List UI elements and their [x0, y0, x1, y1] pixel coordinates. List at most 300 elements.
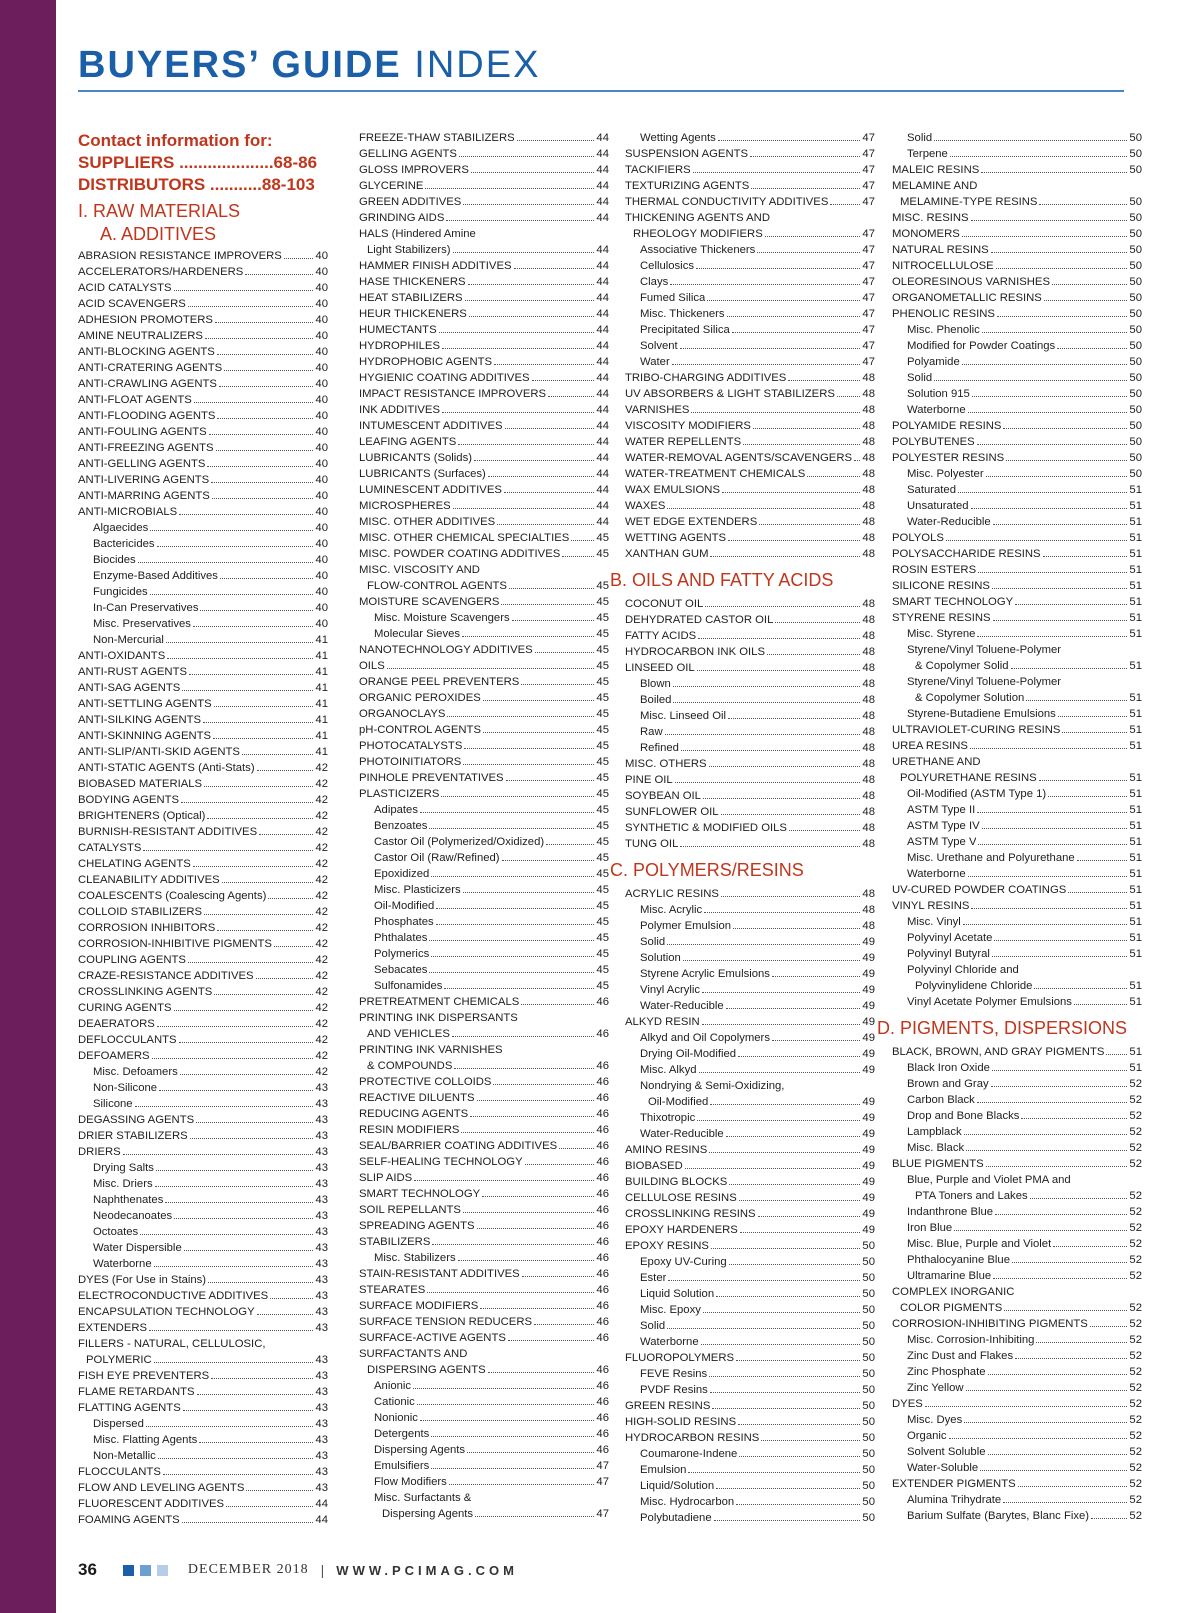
index-entry[interactable]	[359, 258, 609, 274]
index-entry[interactable]	[892, 1156, 1142, 1172]
index-entry[interactable]	[892, 1492, 1142, 1508]
index-entry[interactable]	[78, 1080, 328, 1096]
index-entry[interactable]	[625, 498, 875, 514]
index-entry[interactable]	[625, 1414, 875, 1430]
index-entry[interactable]	[625, 1030, 875, 1046]
index-entry[interactable]	[359, 786, 609, 802]
index-entry[interactable]	[359, 1378, 609, 1394]
index-entry[interactable]	[892, 1380, 1142, 1396]
index-entry[interactable]	[78, 488, 328, 504]
index-entry[interactable]	[359, 1010, 609, 1026]
index-entry[interactable]	[625, 290, 875, 306]
index-entry[interactable]	[359, 642, 609, 658]
index-entry[interactable]	[625, 242, 875, 258]
index-entry[interactable]	[625, 692, 875, 708]
index-entry[interactable]	[625, 1222, 875, 1238]
index-entry[interactable]	[625, 354, 875, 370]
index-entry[interactable]	[892, 450, 1142, 466]
index-entry[interactable]	[625, 788, 875, 804]
index-entry[interactable]	[892, 1060, 1142, 1076]
index-entry[interactable]	[892, 786, 1142, 802]
index-entry[interactable]	[625, 628, 875, 644]
index-entry[interactable]	[78, 840, 328, 856]
index-entry[interactable]	[625, 1094, 875, 1110]
index-entry[interactable]	[78, 1096, 328, 1112]
index-entry[interactable]	[78, 952, 328, 968]
index-entry[interactable]	[359, 1266, 609, 1282]
index-entry[interactable]	[78, 776, 328, 792]
index-entry[interactable]	[625, 1350, 875, 1366]
index-entry[interactable]	[625, 724, 875, 740]
index-entry[interactable]	[78, 680, 328, 696]
index-entry[interactable]	[359, 178, 609, 194]
index-entry[interactable]	[359, 1410, 609, 1426]
index-entry[interactable]	[892, 514, 1142, 530]
index-entry[interactable]	[892, 1140, 1142, 1156]
index-entry[interactable]	[359, 978, 609, 994]
index-entry[interactable]	[625, 676, 875, 692]
index-entry[interactable]	[625, 836, 875, 852]
index-entry[interactable]	[78, 248, 328, 264]
index-entry[interactable]	[892, 1364, 1142, 1380]
index-entry[interactable]	[78, 1256, 328, 1272]
index-entry[interactable]	[625, 1078, 875, 1094]
index-entry[interactable]	[892, 242, 1142, 258]
index-entry[interactable]	[625, 1142, 875, 1158]
index-entry[interactable]	[625, 902, 875, 918]
index-entry[interactable]	[625, 130, 875, 146]
index-entry[interactable]	[78, 744, 328, 760]
index-entry[interactable]	[359, 674, 609, 690]
index-entry[interactable]	[625, 226, 875, 242]
index-entry[interactable]	[359, 1362, 609, 1378]
index-entry[interactable]	[892, 562, 1142, 578]
index-entry[interactable]	[78, 1400, 328, 1416]
index-entry[interactable]	[892, 1476, 1142, 1492]
distributors-link[interactable]: DISTRIBUTORS ...........88-103	[78, 175, 315, 194]
index-entry[interactable]	[892, 610, 1142, 626]
index-entry[interactable]	[78, 1128, 328, 1144]
index-entry[interactable]	[78, 312, 328, 328]
index-entry[interactable]	[78, 1368, 328, 1384]
index-entry[interactable]	[892, 754, 1142, 770]
index-entry[interactable]	[359, 322, 609, 338]
index-entry[interactable]	[892, 1236, 1142, 1252]
index-entry[interactable]	[78, 456, 328, 472]
index-entry[interactable]	[359, 386, 609, 402]
index-entry[interactable]	[625, 1286, 875, 1302]
index-entry[interactable]	[892, 210, 1142, 226]
index-entry[interactable]	[359, 1202, 609, 1218]
index-entry[interactable]	[892, 370, 1142, 386]
index-entry[interactable]	[892, 770, 1142, 786]
index-entry[interactable]	[892, 642, 1142, 658]
index-entry[interactable]	[625, 804, 875, 820]
index-entry[interactable]	[625, 1046, 875, 1062]
index-entry[interactable]	[359, 802, 609, 818]
index-entry[interactable]	[892, 882, 1142, 898]
index-entry[interactable]	[359, 1042, 609, 1058]
index-entry[interactable]	[359, 242, 609, 258]
index-entry[interactable]	[892, 818, 1142, 834]
index-entry[interactable]	[625, 918, 875, 934]
index-entry[interactable]	[625, 886, 875, 902]
index-entry[interactable]	[359, 130, 609, 146]
index-entry[interactable]	[625, 434, 875, 450]
index-entry[interactable]	[78, 936, 328, 952]
index-entry[interactable]	[625, 1462, 875, 1478]
index-entry[interactable]	[625, 966, 875, 982]
index-entry[interactable]	[625, 1014, 875, 1030]
index-entry[interactable]	[359, 402, 609, 418]
index-entry[interactable]	[78, 552, 328, 568]
index-entry[interactable]	[359, 562, 609, 578]
index-entry[interactable]	[625, 386, 875, 402]
index-entry[interactable]	[892, 1204, 1142, 1220]
index-entry[interactable]	[78, 1448, 328, 1464]
index-entry[interactable]	[359, 1426, 609, 1442]
index-entry[interactable]	[359, 1506, 609, 1522]
index-entry[interactable]	[78, 1208, 328, 1224]
index-entry[interactable]	[359, 162, 609, 178]
index-entry[interactable]	[78, 696, 328, 712]
index-entry[interactable]	[625, 402, 875, 418]
index-entry[interactable]	[625, 450, 875, 466]
index-entry[interactable]	[625, 370, 875, 386]
index-entry[interactable]	[892, 1092, 1142, 1108]
index-entry[interactable]	[625, 820, 875, 836]
index-entry[interactable]	[359, 466, 609, 482]
index-entry[interactable]	[359, 418, 609, 434]
index-entry[interactable]	[359, 338, 609, 354]
index-entry[interactable]	[892, 994, 1142, 1010]
index-entry[interactable]	[359, 194, 609, 210]
index-entry[interactable]	[359, 594, 609, 610]
index-entry[interactable]	[625, 162, 875, 178]
index-entry[interactable]	[625, 514, 875, 530]
index-entry[interactable]	[359, 930, 609, 946]
index-entry[interactable]	[359, 994, 609, 1010]
index-entry[interactable]	[359, 834, 609, 850]
index-entry[interactable]	[625, 1206, 875, 1222]
index-entry[interactable]	[892, 738, 1142, 754]
index-entry[interactable]	[892, 578, 1142, 594]
index-entry[interactable]	[359, 1234, 609, 1250]
index-entry[interactable]	[359, 914, 609, 930]
index-entry[interactable]	[625, 1174, 875, 1190]
index-entry[interactable]	[892, 482, 1142, 498]
index-entry[interactable]	[625, 466, 875, 482]
index-entry[interactable]	[892, 1508, 1142, 1524]
index-entry[interactable]	[892, 162, 1142, 178]
index-entry[interactable]	[625, 1190, 875, 1206]
index-entry[interactable]	[892, 258, 1142, 274]
index-entry[interactable]	[359, 1250, 609, 1266]
index-entry[interactable]	[625, 1446, 875, 1462]
index-entry[interactable]	[359, 482, 609, 498]
index-entry[interactable]	[625, 708, 875, 724]
index-entry[interactable]	[892, 914, 1142, 930]
index-entry[interactable]	[892, 1412, 1142, 1428]
index-entry[interactable]	[359, 578, 609, 594]
index-entry[interactable]	[78, 1192, 328, 1208]
index-entry[interactable]	[625, 210, 875, 226]
index-entry[interactable]	[892, 1332, 1142, 1348]
index-entry[interactable]	[359, 770, 609, 786]
index-entry[interactable]	[892, 1444, 1142, 1460]
index-entry[interactable]	[892, 146, 1142, 162]
index-entry[interactable]	[892, 946, 1142, 962]
index-entry[interactable]	[359, 226, 609, 242]
index-entry[interactable]	[625, 306, 875, 322]
index-entry[interactable]	[892, 1396, 1142, 1412]
index-entry[interactable]	[625, 740, 875, 756]
index-entry[interactable]	[78, 616, 328, 632]
index-entry[interactable]	[892, 626, 1142, 642]
index-entry[interactable]	[78, 360, 328, 376]
index-entry[interactable]	[892, 930, 1142, 946]
index-entry[interactable]	[78, 1144, 328, 1160]
index-entry[interactable]	[892, 1268, 1142, 1284]
index-entry[interactable]	[892, 402, 1142, 418]
index-entry[interactable]	[625, 1318, 875, 1334]
index-entry[interactable]	[625, 482, 875, 498]
index-entry[interactable]	[359, 290, 609, 306]
index-entry[interactable]	[892, 530, 1142, 546]
index-entry[interactable]	[892, 1316, 1142, 1332]
index-entry[interactable]	[359, 1282, 609, 1298]
index-entry[interactable]	[625, 530, 875, 546]
index-entry[interactable]	[625, 1334, 875, 1350]
index-entry[interactable]	[78, 392, 328, 408]
index-entry[interactable]	[78, 808, 328, 824]
index-entry[interactable]	[892, 850, 1142, 866]
index-entry[interactable]	[892, 274, 1142, 290]
index-entry[interactable]	[78, 344, 328, 360]
index-entry[interactable]	[892, 1108, 1142, 1124]
index-entry[interactable]	[892, 690, 1142, 706]
index-entry[interactable]	[78, 1480, 328, 1496]
index-entry[interactable]	[892, 674, 1142, 690]
index-entry[interactable]	[78, 376, 328, 392]
index-entry[interactable]	[359, 754, 609, 770]
index-entry[interactable]	[625, 1382, 875, 1398]
index-entry[interactable]	[892, 1124, 1142, 1140]
index-entry[interactable]	[625, 1062, 875, 1078]
index-entry[interactable]	[78, 888, 328, 904]
index-entry[interactable]	[78, 1384, 328, 1400]
index-entry[interactable]	[359, 1490, 609, 1506]
website-link[interactable]: WWW.PCIMAG.COM	[336, 1562, 518, 1578]
index-entry[interactable]	[359, 626, 609, 642]
index-entry[interactable]	[78, 472, 328, 488]
index-entry[interactable]	[892, 1044, 1142, 1060]
index-entry[interactable]	[359, 962, 609, 978]
index-entry[interactable]	[625, 596, 875, 612]
index-entry[interactable]	[78, 264, 328, 280]
index-entry[interactable]	[892, 1172, 1142, 1188]
index-entry[interactable]	[78, 1512, 328, 1528]
index-entry[interactable]	[359, 146, 609, 162]
index-entry[interactable]	[78, 1032, 328, 1048]
index-entry[interactable]	[625, 772, 875, 788]
index-entry[interactable]	[78, 568, 328, 584]
index-entry[interactable]	[625, 1270, 875, 1286]
index-entry[interactable]	[892, 338, 1142, 354]
index-entry[interactable]	[78, 728, 328, 744]
index-entry[interactable]	[78, 1112, 328, 1128]
index-entry[interactable]	[359, 1170, 609, 1186]
index-entry[interactable]	[78, 1320, 328, 1336]
index-entry[interactable]	[78, 632, 328, 648]
index-entry[interactable]	[625, 274, 875, 290]
index-entry[interactable]	[892, 866, 1142, 882]
index-entry[interactable]	[78, 760, 328, 776]
index-entry[interactable]	[359, 1058, 609, 1074]
index-entry[interactable]	[78, 296, 328, 312]
index-entry[interactable]	[892, 386, 1142, 402]
index-entry[interactable]	[892, 658, 1142, 674]
index-entry[interactable]	[359, 1106, 609, 1122]
index-entry[interactable]	[359, 354, 609, 370]
index-entry[interactable]	[359, 610, 609, 626]
index-entry[interactable]	[359, 1090, 609, 1106]
index-entry[interactable]	[359, 898, 609, 914]
index-entry[interactable]	[625, 982, 875, 998]
index-entry[interactable]	[892, 306, 1142, 322]
index-entry[interactable]	[78, 856, 328, 872]
index-entry[interactable]	[892, 1428, 1142, 1444]
index-entry[interactable]	[625, 1494, 875, 1510]
index-entry[interactable]	[78, 824, 328, 840]
index-entry[interactable]	[892, 354, 1142, 370]
index-entry[interactable]	[892, 546, 1142, 562]
index-entry[interactable]	[625, 612, 875, 628]
index-entry[interactable]	[625, 1398, 875, 1414]
index-entry[interactable]	[78, 600, 328, 616]
index-entry[interactable]	[625, 146, 875, 162]
index-entry[interactable]	[78, 968, 328, 984]
index-entry[interactable]	[78, 520, 328, 536]
index-entry[interactable]	[78, 1064, 328, 1080]
index-entry[interactable]	[359, 514, 609, 530]
index-entry[interactable]	[359, 722, 609, 738]
index-entry[interactable]	[625, 178, 875, 194]
index-entry[interactable]	[78, 1224, 328, 1240]
index-entry[interactable]	[625, 1238, 875, 1254]
index-entry[interactable]	[892, 1348, 1142, 1364]
index-entry[interactable]	[892, 962, 1142, 978]
index-entry[interactable]	[78, 1288, 328, 1304]
index-entry[interactable]	[892, 226, 1142, 242]
index-entry[interactable]	[625, 546, 875, 562]
index-entry[interactable]	[892, 1460, 1142, 1476]
index-entry[interactable]	[359, 706, 609, 722]
index-entry[interactable]	[359, 818, 609, 834]
index-entry[interactable]	[78, 1352, 328, 1368]
index-entry[interactable]	[892, 498, 1142, 514]
index-entry[interactable]	[892, 130, 1142, 146]
index-entry[interactable]	[892, 1300, 1142, 1316]
index-entry[interactable]	[359, 866, 609, 882]
index-entry[interactable]	[78, 1416, 328, 1432]
index-entry[interactable]	[892, 978, 1142, 994]
index-entry[interactable]	[78, 872, 328, 888]
index-entry[interactable]	[892, 834, 1142, 850]
index-entry[interactable]	[892, 1252, 1142, 1268]
index-entry[interactable]	[78, 1176, 328, 1192]
index-entry[interactable]	[359, 1298, 609, 1314]
index-entry[interactable]	[78, 1336, 328, 1352]
index-entry[interactable]	[78, 920, 328, 936]
index-entry[interactable]	[359, 498, 609, 514]
index-entry[interactable]	[78, 648, 328, 664]
index-entry[interactable]	[359, 210, 609, 226]
index-entry[interactable]	[625, 644, 875, 660]
index-entry[interactable]	[78, 984, 328, 1000]
index-entry[interactable]	[892, 802, 1142, 818]
index-entry[interactable]	[625, 1126, 875, 1142]
index-entry[interactable]	[625, 1302, 875, 1318]
index-entry[interactable]	[625, 756, 875, 772]
index-entry[interactable]	[625, 1158, 875, 1174]
index-entry[interactable]	[359, 1394, 609, 1410]
index-entry[interactable]	[78, 1048, 328, 1064]
index-entry[interactable]	[625, 194, 875, 210]
index-entry[interactable]	[892, 434, 1142, 450]
index-entry[interactable]	[892, 706, 1142, 722]
index-entry[interactable]	[359, 1138, 609, 1154]
index-entry[interactable]	[78, 1304, 328, 1320]
index-entry[interactable]	[625, 418, 875, 434]
index-entry[interactable]	[892, 594, 1142, 610]
index-entry[interactable]	[359, 690, 609, 706]
index-entry[interactable]	[78, 1272, 328, 1288]
index-entry[interactable]	[625, 934, 875, 950]
index-entry[interactable]	[78, 280, 328, 296]
index-entry[interactable]	[359, 1330, 609, 1346]
index-entry[interactable]	[892, 290, 1142, 306]
index-entry[interactable]	[892, 466, 1142, 482]
index-entry[interactable]	[78, 1160, 328, 1176]
index-entry[interactable]	[359, 882, 609, 898]
index-entry[interactable]	[359, 434, 609, 450]
index-entry[interactable]	[78, 1240, 328, 1256]
index-entry[interactable]	[625, 1478, 875, 1494]
index-entry[interactable]	[892, 1076, 1142, 1092]
index-entry[interactable]	[359, 1074, 609, 1090]
index-entry[interactable]	[359, 1458, 609, 1474]
index-entry[interactable]	[78, 584, 328, 600]
index-entry[interactable]	[625, 1366, 875, 1382]
index-entry[interactable]	[359, 850, 609, 866]
index-entry[interactable]	[625, 338, 875, 354]
index-entry[interactable]	[892, 1188, 1142, 1204]
index-entry[interactable]	[892, 722, 1142, 738]
index-entry[interactable]	[78, 792, 328, 808]
index-entry[interactable]	[892, 1220, 1142, 1236]
index-entry[interactable]	[359, 1026, 609, 1042]
index-entry[interactable]	[359, 946, 609, 962]
index-entry[interactable]	[78, 904, 328, 920]
index-entry[interactable]	[78, 328, 328, 344]
index-entry[interactable]	[892, 322, 1142, 338]
index-entry[interactable]	[78, 536, 328, 552]
index-entry[interactable]	[78, 1464, 328, 1480]
index-entry[interactable]	[359, 450, 609, 466]
index-entry[interactable]	[78, 504, 328, 520]
index-entry[interactable]	[625, 1254, 875, 1270]
